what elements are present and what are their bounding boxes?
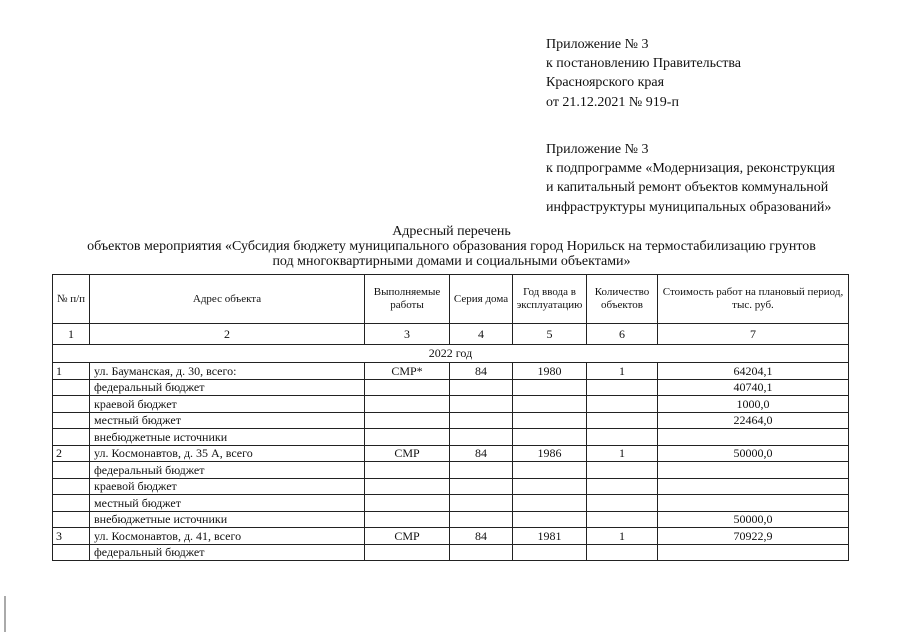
table-row (53, 396, 849, 413)
column-number-cell: 7 (658, 324, 849, 345)
address-cell: федеральный бюджет (90, 379, 365, 396)
address-cell: местный бюджет (90, 412, 365, 429)
cost-cell: 70922,9 (658, 528, 849, 545)
cost-cell (658, 462, 849, 479)
count-cell: 1 (587, 528, 658, 545)
decree-annex-block (546, 35, 741, 112)
row-number-cell (53, 495, 90, 512)
works-cell (365, 511, 450, 528)
series-cell (450, 429, 513, 446)
header-cell-series: Серия дома (450, 275, 513, 324)
count-cell (587, 379, 658, 396)
cost-cell: 50000,0 (658, 511, 849, 528)
cost-cell (658, 429, 849, 446)
table-row (53, 478, 849, 495)
count-cell (587, 462, 658, 479)
count-cell (587, 478, 658, 495)
count-cell (587, 412, 658, 429)
address-cell: внебюджетные источники (90, 511, 365, 528)
table-row (53, 379, 849, 396)
year-cell (513, 396, 587, 413)
cost-cell: 1000,0 (658, 396, 849, 413)
column-number-cell: 4 (450, 324, 513, 345)
count-cell (587, 544, 658, 561)
address-cell: местный бюджет (90, 495, 365, 512)
count-cell (587, 511, 658, 528)
row-number-cell: 1 (53, 363, 90, 380)
year-cell (513, 429, 587, 446)
table-row (53, 544, 849, 561)
year-cell (513, 511, 587, 528)
subprogram-annex-block (546, 140, 835, 217)
document-subtitle-line-1: объектов мероприятия «Субсидия бюджету муниципального образования город Норильск на термостабилизацию грунтов (87, 239, 816, 254)
subprogram-line: инфраструктуры муниципальных образований» (546, 199, 832, 215)
row-number-cell (53, 396, 90, 413)
address-cell: краевой бюджет (90, 478, 365, 495)
header-cell-works: Выполняемые работы (365, 275, 450, 324)
cost-cell: 64204,1 (658, 363, 849, 380)
count-cell: 1 (587, 445, 658, 462)
year-cell: 1980 (513, 363, 587, 380)
address-list-table (52, 274, 849, 561)
works-cell (365, 412, 450, 429)
address-cell: внебюджетные источники (90, 429, 365, 446)
series-cell: 84 (450, 363, 513, 380)
series-cell (450, 412, 513, 429)
works-cell (365, 429, 450, 446)
decree-line: Приложение № 3 (546, 37, 649, 52)
count-cell (587, 429, 658, 446)
series-cell (450, 544, 513, 561)
table-row (53, 429, 849, 446)
decree-line: к постановлению Правительства (546, 56, 742, 72)
document-subtitle-line-2: под многоквартирными домами и социальными объектами» (272, 254, 631, 269)
works-cell (365, 396, 450, 413)
year-cell (513, 478, 587, 495)
year-cell: 1981 (513, 528, 587, 545)
series-cell (450, 396, 513, 413)
address-cell: ул. Космонавтов, д. 41, всего (90, 528, 365, 545)
header-cell-address: Адрес объекта (90, 275, 365, 324)
works-cell (365, 462, 450, 479)
subprogram-line: к подпрограмме «Модернизация, реконструкция (546, 161, 835, 177)
subprogram-line: Приложение № 3 (546, 142, 649, 157)
row-number-cell (53, 511, 90, 528)
table-row (53, 412, 849, 429)
series-cell (450, 495, 513, 512)
works-cell: СМР* (365, 363, 450, 380)
year-cell (513, 495, 587, 512)
works-cell (365, 379, 450, 396)
address-cell: федеральный бюджет (90, 544, 365, 561)
year-section-label: 2022 год (53, 345, 849, 363)
row-number-cell: 2 (53, 445, 90, 462)
works-cell (365, 495, 450, 512)
year-cell: 1986 (513, 445, 587, 462)
series-cell (450, 379, 513, 396)
cost-cell: 22464,0 (658, 412, 849, 429)
table-header-row (53, 275, 849, 324)
series-cell: 84 (450, 445, 513, 462)
header-cell-number: № п/п (53, 275, 90, 324)
series-cell (450, 478, 513, 495)
series-cell: 84 (450, 528, 513, 545)
column-number-cell: 1 (53, 324, 90, 345)
column-number-cell: 5 (513, 324, 587, 345)
table-row (53, 528, 849, 545)
column-number-cell: 6 (587, 324, 658, 345)
count-cell (587, 495, 658, 512)
cost-cell (658, 495, 849, 512)
count-cell: 1 (587, 363, 658, 380)
cost-cell (658, 478, 849, 495)
year-cell (513, 544, 587, 561)
address-cell: ул. Космонавтов, д. 35 А, всего (90, 445, 365, 462)
year-cell (513, 462, 587, 479)
year-cell (513, 379, 587, 396)
count-cell (587, 396, 658, 413)
cost-cell: 40740,1 (658, 379, 849, 396)
series-cell (450, 462, 513, 479)
header-cell-year: Год ввода в эксплуатацию (513, 275, 587, 324)
table-row (53, 445, 849, 462)
row-number-cell (53, 478, 90, 495)
decree-line: Красноярского края (546, 75, 665, 91)
header-cell-count: Количество объектов (587, 275, 658, 324)
subprogram-line: и капитальный ремонт объектов коммунальной (546, 180, 829, 196)
table-row (53, 363, 849, 380)
address-cell: краевой бюджет (90, 396, 365, 413)
works-cell: СМР (365, 528, 450, 545)
works-cell: СМР (365, 445, 450, 462)
cost-cell: 50000,0 (658, 445, 849, 462)
works-cell (365, 478, 450, 495)
column-number-cell: 3 (365, 324, 450, 345)
row-number-cell (53, 544, 90, 561)
series-cell (450, 511, 513, 528)
table-row (53, 495, 849, 512)
column-number-row (53, 324, 849, 345)
header-cell-cost: Стоимость работ на плановый период, тыс. руб. (658, 275, 849, 324)
row-number-cell (53, 462, 90, 479)
works-cell (365, 544, 450, 561)
year-cell (513, 412, 587, 429)
row-number-cell: 3 (53, 528, 90, 545)
scan-edge-mark (4, 596, 6, 632)
row-number-cell (53, 412, 90, 429)
decree-line: от 21.12.2021 № 919-п (546, 94, 679, 110)
row-number-cell (53, 429, 90, 446)
table-row (53, 462, 849, 479)
table-row (53, 511, 849, 528)
address-cell: федеральный бюджет (90, 462, 365, 479)
cost-cell (658, 544, 849, 561)
year-section-row (53, 345, 849, 363)
address-cell: ул. Бауманская, д. 30, всего: (90, 363, 365, 380)
document-title: Адресный перечень (392, 224, 511, 239)
column-number-cell: 2 (90, 324, 365, 345)
row-number-cell (53, 379, 90, 396)
